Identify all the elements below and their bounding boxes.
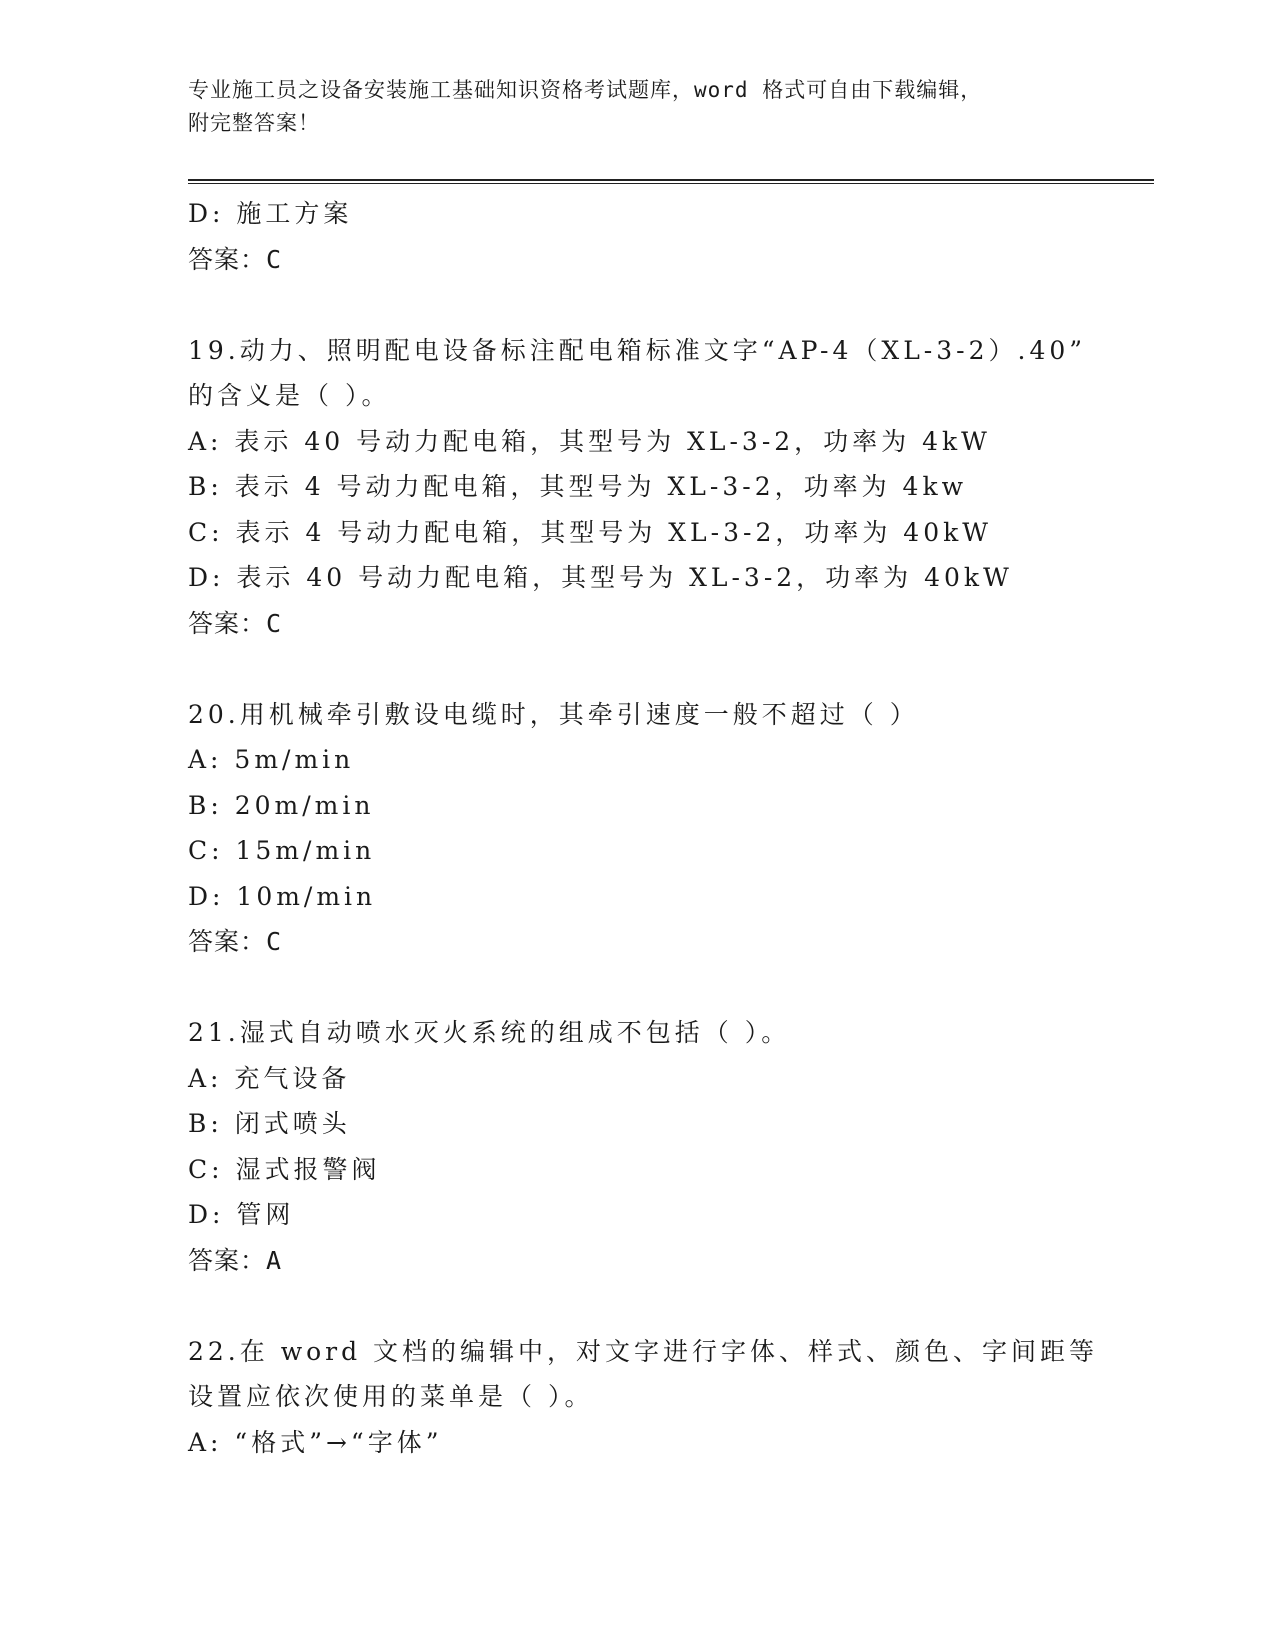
header-divider-thin bbox=[188, 183, 1154, 184]
question-line: 21.湿式自动喷水灭火系统的组成不包括（ ）。 bbox=[188, 1018, 791, 1047]
spacer bbox=[188, 282, 1148, 328]
question-line: 22.在 word 文档的编辑中，对文字进行字体、样式、颜色、字间距等 bbox=[188, 1336, 1099, 1366]
header-divider-thick bbox=[188, 179, 1154, 181]
question-line: 的含义是（ ）。 bbox=[188, 381, 391, 410]
answer-line: 答案：C bbox=[188, 927, 283, 956]
question-line: B: 20m/min bbox=[188, 790, 375, 820]
answer-line: 答案：C bbox=[188, 608, 283, 638]
question-line: C: 表示 4 号动力配电箱，其型号为 XL-3-2，功率为 40kW bbox=[188, 517, 992, 547]
question-line: 设置应依次使用的菜单是（ ）。 bbox=[188, 1382, 594, 1411]
document-header bbox=[188, 74, 1068, 140]
question-line: 19.动力、照明配电设备标注配电箱标准文字“AP-4（XL-3-2）.40” bbox=[188, 335, 1087, 365]
question-line: D: 管网 bbox=[188, 1200, 295, 1229]
question-line: D: 表示 40 号动力配电箱，其型号为 XL-3-2，功率为 40kW bbox=[188, 563, 1013, 592]
header-title-line-1: 专业施工员之设备安装施工基础知识资格考试题库，word 格式可自由下载编辑， bbox=[188, 78, 983, 102]
question-line: B: 闭式喷头 bbox=[188, 1109, 351, 1138]
question-line: C: 15m/min bbox=[188, 836, 376, 865]
question-line: C: 湿式报警阀 bbox=[188, 1154, 381, 1184]
question-line: D: 10m/min bbox=[188, 881, 377, 911]
header-title-line-2: 附完整答案！ bbox=[188, 111, 320, 135]
answer-line: 答案：A bbox=[188, 1245, 283, 1275]
question-line: A: “格式”→“字体” bbox=[188, 1427, 443, 1457]
question-list bbox=[188, 191, 1148, 1465]
question-line: D: 施工方案 bbox=[188, 199, 353, 228]
question-line: A: 表示 40 号动力配电箱，其型号为 XL-3-2，功率为 4kW bbox=[188, 426, 991, 456]
question-line: A: 充气设备 bbox=[188, 1063, 351, 1093]
question-line: B: 表示 4 号动力配电箱，其型号为 XL-3-2，功率为 4kw bbox=[188, 472, 967, 501]
spacer bbox=[188, 1283, 1148, 1329]
question-line: A: 5m/min bbox=[188, 745, 355, 774]
spacer bbox=[188, 965, 1148, 1011]
question-line: 20.用机械牵引敷设电缆时，其牵引速度一般不超过（ ） bbox=[188, 699, 919, 729]
spacer bbox=[188, 646, 1148, 692]
answer-line: 答案：C bbox=[188, 244, 283, 274]
